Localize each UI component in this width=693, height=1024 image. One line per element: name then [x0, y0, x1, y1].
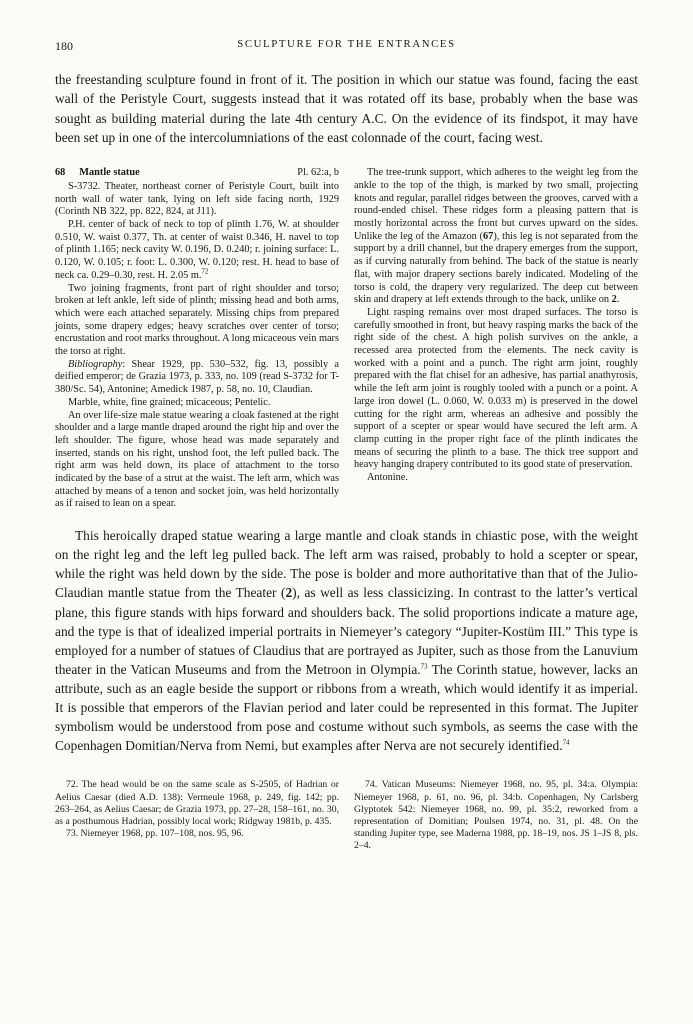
text-segment: The Corinth statue, however, lacks an attribute, such as an eagle beside the support or ribbons from a wreath, which would identify it as imperial. It is possible that emperors of the Flavian period and later could be represented in this format. The Jupiter symbolism would be understood from pose and costume without such symbols, as seems the case with the Copenhagen Domitian/Nerva from Nemi, but examples after Nerva are not securely identified. [55, 661, 638, 754]
date-paragraph: Antonine. [367, 472, 408, 484]
text-segment: The tree-trunk support, which adheres to the weight leg from the ankle to the top of the thigh, is marked by two small, projecting knots and regular, parallel ridges between the grooves, carved with a round-ended chisel. These ridges form a pleasing pattern that is mostly horizontal across the front but curves upward on the sides. Unlike the leg of the Amazon ( [354, 167, 638, 242]
footnote-ref-74: 74 [562, 738, 570, 747]
footnotes-section [55, 779, 638, 852]
footnote-72: 72. The head would be on the same scale as S-2505, of Hadrian or Aelius Caesar (died A.D. 138): Vermeule 1968, p. 249, fig. 142; pp. 263–264, as Aelius Caesar; de Grazia 1973, pp. 27–28, 158–161, no. 30, as a posthumous Hadrian, possibly local work; Ridgway 1981b, p. 435. [55, 779, 339, 827]
text-segment: ), this leg is not separated from the support by a drill channel, but the drapery emerges from the support, as if curving naturally from behind. The back of the statue is nearly flat, with major drapery sections barely indicated. Modeling of the torso is cold, the drapery very regularized. The deep cut between skin and drapery at left extends through to the back, unlike on [354, 230, 639, 306]
catalog-cross-ref-67: 67 [483, 230, 494, 242]
discussion-paragraph [55, 526, 638, 755]
text-segment: P.H. center of back of neck to top of plinth 1.76, W. at shoulder 0.510, W. waist 0.377, Th. at center of waist 0.346, H. navel to top of plinth 1.165; neck cavity W. 0.196, D. 0.240; r. joining surface: L. 0.120, W. 0.105; r. foot: L. 0.300, W. 0.120; rest. H. head to base of neck ca. 0.29–0.30, rest. H. 2.05 m. [55, 219, 339, 281]
catalog-cross-ref-2: 2 [611, 294, 617, 306]
footnote-73: 73. Niemeyer 1968, pp. 107–108, nos. 95, 96. [66, 828, 244, 840]
support-paragraph [354, 167, 638, 307]
text-segment: This heroically draped statue wearing a large mantle and cloak stands in chiastic pose, with the weight on the right leg and the left leg pulled back. The left arm was raised, probably to hold a scepter or spear, while the right was held down by the side. The pose is bolder and more authoritative than that of the Julio-Claudian mantle statue from the Theater ( [55, 528, 638, 601]
plate-reference: Pl. 62:a, b [297, 167, 339, 179]
provenance-paragraph: S-3732. Theater, northeast corner of Peristyle Court, built into north wall of water tank, lying on left side facing north, 1929 (Corinth NB 322, pp. 822, 824, at J11). [55, 180, 339, 218]
intro-paragraph: the freestanding sculpture found in front of it. The position in which our statue was found, facing the east wall of the Peristyle Court, suggests instead that it was rotated off its base, probably when the base was sought as building material during the late 4th century A.C. On the evidence of its findspot, it may have been set up in one of the intercolumniations of the east colonnade of the court, facing west. [55, 72, 638, 145]
catalog-heading-title [55, 167, 140, 180]
footnote-74: 74. Vatican Museums: Niemeyer 1968, no. 95, pl. 34:a. Olympia: Niemeyer 1968, p. 61, no. 96, pl. 34:b. Copenhagen, Ny Carlsberg Glyptotek 542: Niemeyer 1968, no. 99, pl. 35:2, reworked from a representation of Domitian; Poulsen 1974, no. 31, pl. 48. On the standing Jupiter type, see Maderna 1988, pp. 18–19, nos. JS 1–JS 8, pls. 2–4. [354, 779, 638, 852]
catalog-entry-68 [55, 167, 638, 511]
text-segment: : Shear 1929, pp. 530–532, fig. 13, possibly a deified emperor; de Grazia 1973, p. 333, no. 109 (read S-3732 for T-380/Sc. 54), Antonine; Amedick 1987, p. 58, no. 10, Claudian. [55, 358, 339, 396]
text-segment: . [616, 294, 620, 306]
material-paragraph: Marble, white, fine grained; micaceous; Pentelic. [68, 396, 271, 408]
catalog-number: 68 [55, 167, 66, 179]
catalog-right-column [354, 167, 638, 511]
condition-paragraph: Two joining fragments, front part of right shoulder and torso; broken at left ankle, left side of plinth; missing head and both arms, which were each attached separately. Missing chips from prepared joints, some drapery edges; heavy scratches over center of torso; encrustation and root marks throughout. A long micaceous vein mars the torso at right. [55, 282, 339, 358]
measurements-paragraph [55, 219, 339, 283]
footnote-ref-72: 72 [201, 267, 209, 276]
bibliography-label: Bibliography [68, 358, 123, 370]
catalog-cross-ref-2: 2 [285, 585, 293, 601]
footnotes-right-column [354, 779, 638, 852]
catalog-title: Mantle statue [79, 167, 140, 179]
text-segment: ), as well as less classicizing. In contrast to the latter’s vertical plane, this figure stands with hips forward and shoulders back. The solid proportions indicate a mature age, and the type is that of idealized imperial portraits in Niemeyer’s category “Jupiter-Kostüm III.” This type is employed for a number of statues of Claudius that are portrayed as Jupiter, such as those from the Lanuvium theater in the Vatican Museums and from the Metroon in Olympia. [55, 585, 639, 677]
catalog-heading [55, 167, 339, 180]
footnote-ref-73: 73 [420, 662, 428, 671]
running-head: SCULPTURE FOR THE ENTRANCES [237, 38, 456, 50]
tooling-paragraph: Light rasping remains over most draped surfaces. The torso is carefully smoothed in front, but heavy rasping marks the back of the right side of the chest. A high polish survives on the ankle, a recessed area protected from the elements. The neck cavity is worked with a point and a punch. The right arm joint, roughly prepared with the flat chisel for an adhesive, has partial anathyrosis, while the left arm joint is roughly tooled with a punch or a point. A large iron dowel (L. 0.060, W. 0.033 m) is preserved in the dowel cutting for the right arm, whereas an adhesive and possibly the support of a scepter or spear would have secured the left arm. A clamp cutting in the proper right face of the plinth indicates the means of securing the plinth to a base. The thick tree support and heavy hanging drapery contributed to its good state of preservation. [354, 306, 638, 471]
page-number: 180 [55, 39, 73, 53]
description-paragraph: An over life-size male statue wearing a cloak fastened at the right shoulder and a large mantle draped around the right hip and over the left shoulder. The figure, whose head was made separately and inserted, stands on his right, unshod foot, the left pulled back. The right arm was held down, its place of attachment to the torso indicated by the base of a strut at the waist. The left arm, which was attached by means of a tenon and socket join, was held horizontally as if raised to lean on a spear. [55, 409, 339, 510]
footnotes-left-column [55, 779, 339, 852]
bibliography-paragraph [55, 359, 339, 397]
page-header [55, 38, 638, 54]
catalog-left-column [55, 167, 339, 511]
